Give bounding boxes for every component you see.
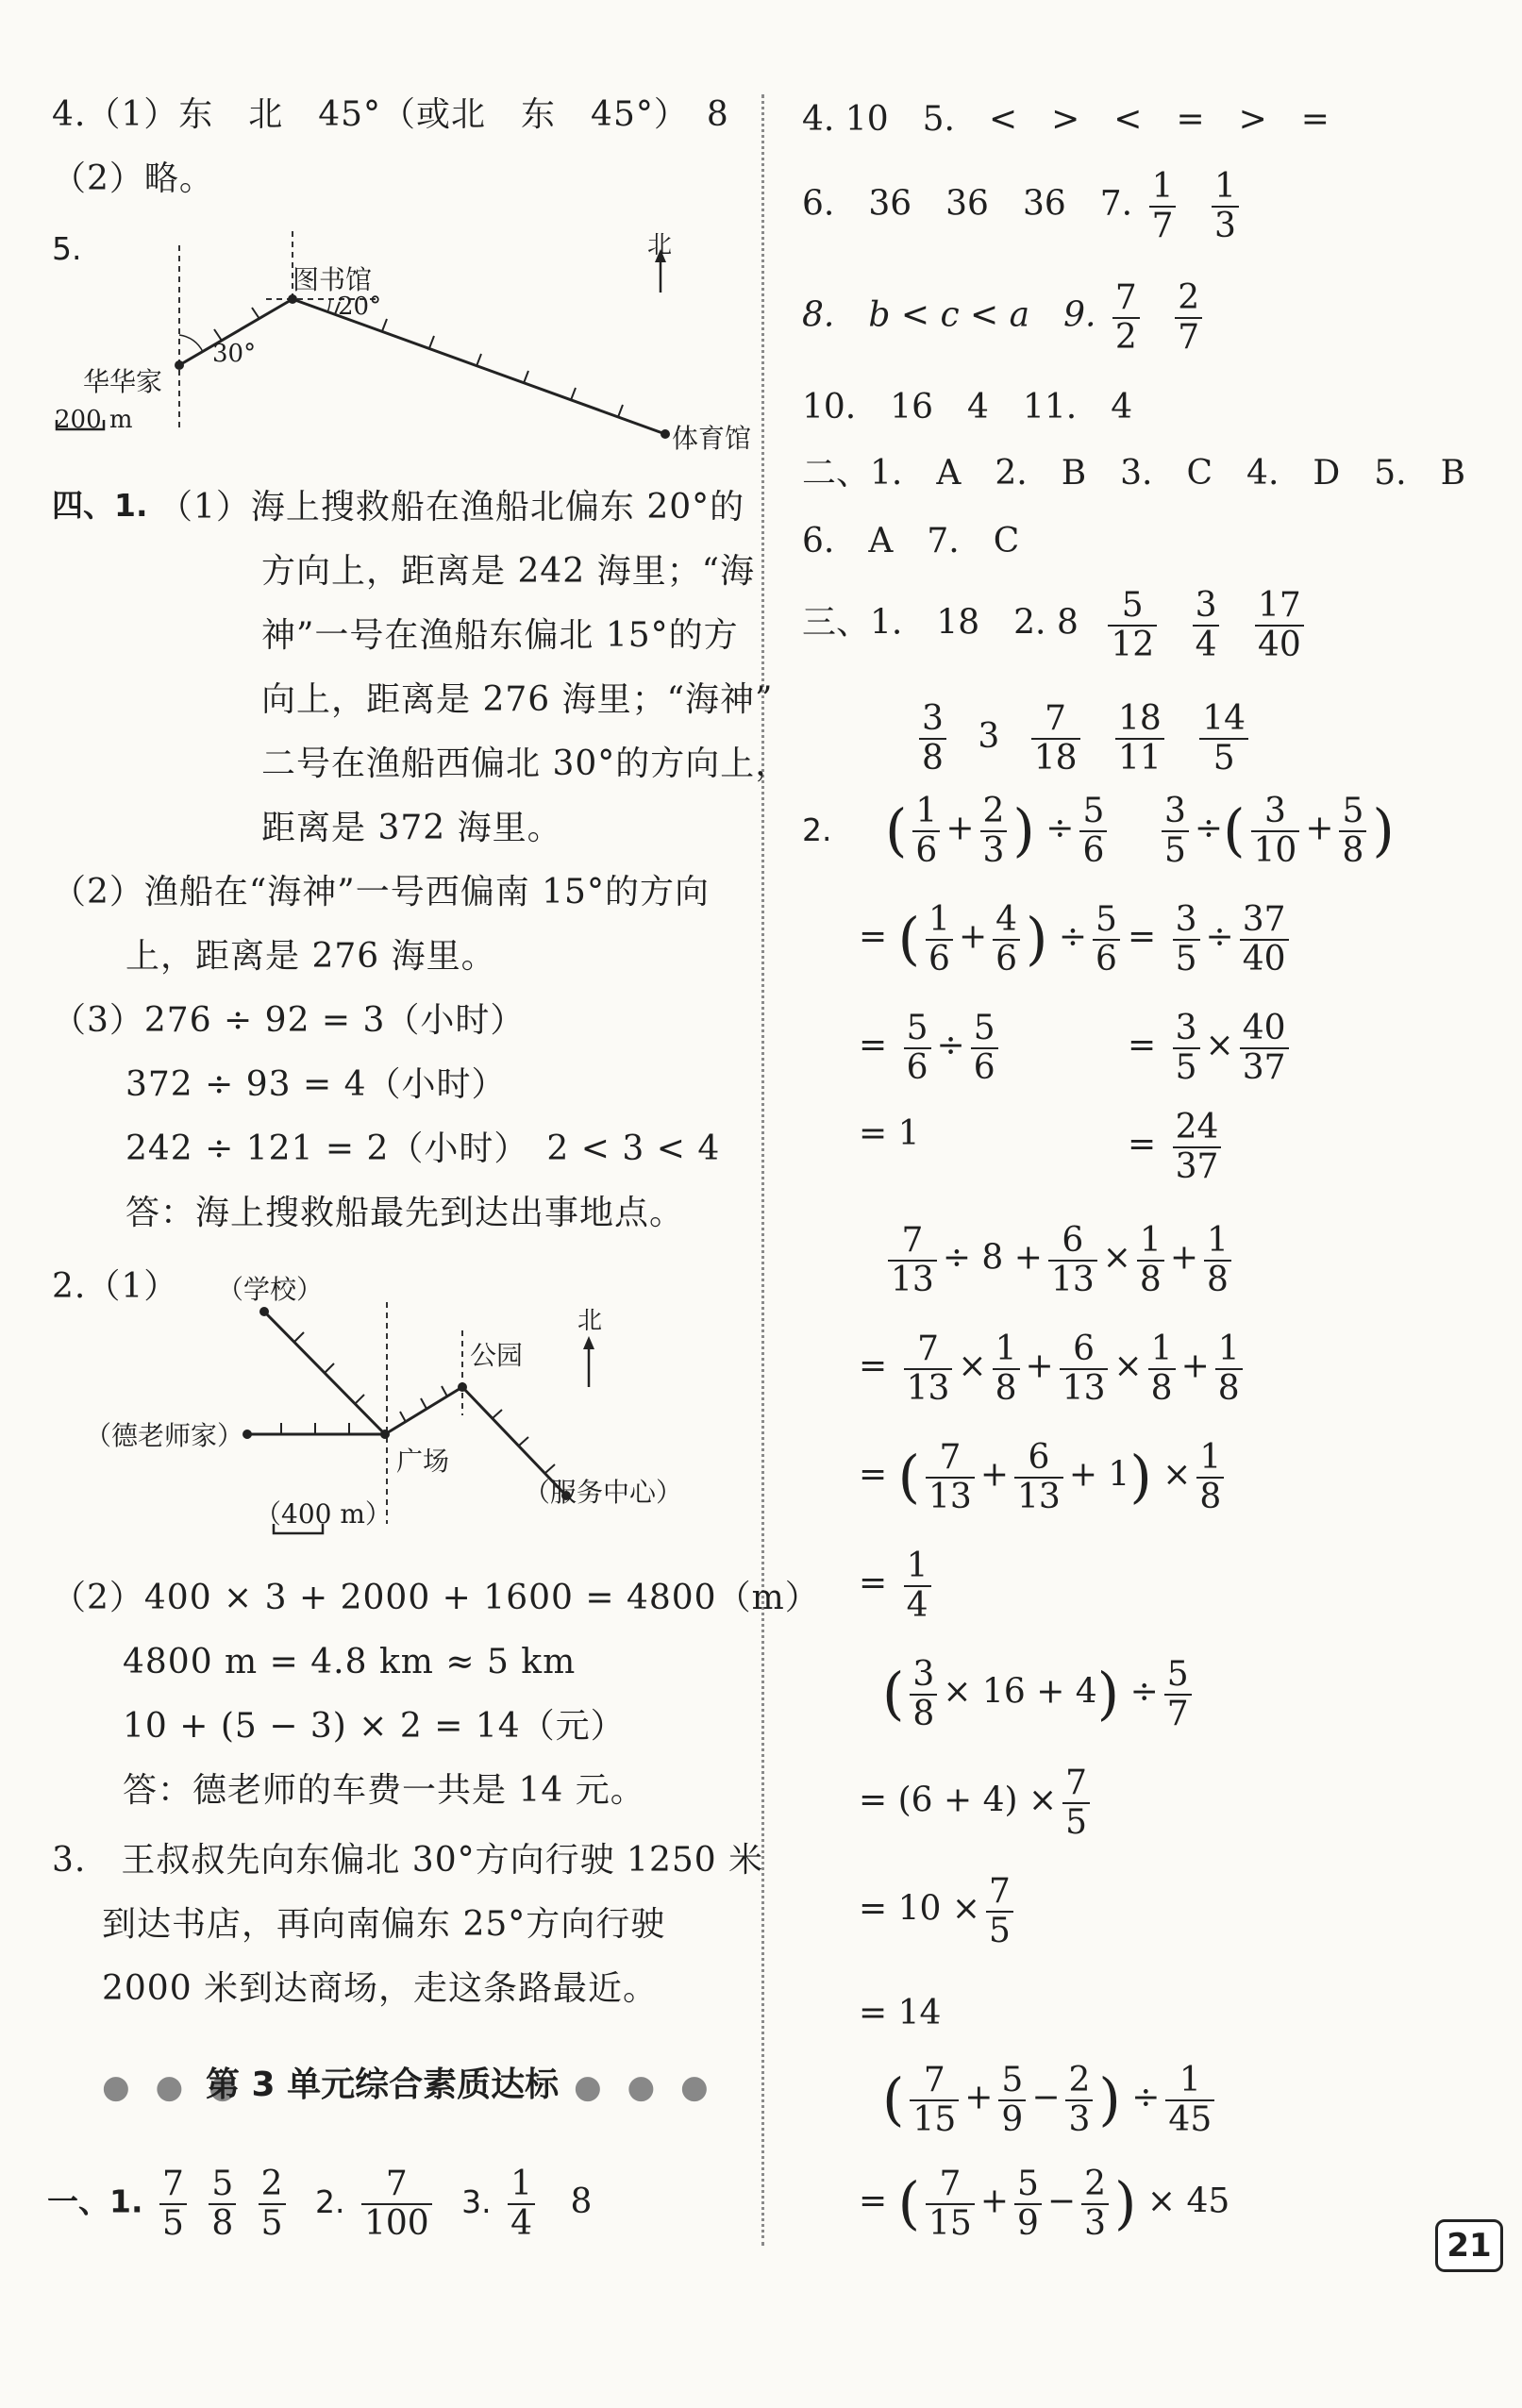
heading-dots-left: ● ● ● <box>102 2068 244 2106</box>
s4-q1-1-line5: 距离是 372 海里。 <box>261 809 562 847</box>
right-line1: 4. 10 5. < > < = > = <box>802 100 1330 139</box>
s4-q1-3-line2: 242 ÷ 121 = 2（小时） 2 < 3 < 4 <box>125 1129 721 1168</box>
fraction: $\frac{1}{3}$ <box>1212 168 1239 244</box>
s4-q1-1-line4: 二号在渔船西偏北 30°的方向上， <box>261 744 791 783</box>
fraction: $\frac{3}{4}$ <box>1193 587 1220 663</box>
fraction: $\frac{7}{18}$ <box>1031 700 1080 777</box>
calc-c-step2: = ( $\frac{7}{13}$ + $\frac{6}{13}$ + 1) × $\frac{1}{8}$ <box>859 1439 1229 1515</box>
right-line3: 8. b < c < a 9. $\frac{7}{2}$ $\frac{2}{7}$ <box>802 279 1208 356</box>
q4-part1: 4.（1）东 北 45°（或北 东 45°） 8 <box>52 95 729 134</box>
calc-c-result: = $\frac{1}{4}$ <box>859 1547 937 1624</box>
diagram1-stadium-label: 体育馆 <box>672 423 752 454</box>
right-line4: 10. 16 4 11. 4 <box>802 388 1133 426</box>
fraction: $\frac{7}{2}$ <box>1112 279 1140 356</box>
diagram2-north-label: 北 <box>577 1307 603 1335</box>
q3-line2: 2000 米到达商场，走这条路最近。 <box>102 1969 659 2008</box>
fraction: $\frac{14}{5}$ <box>1199 700 1248 777</box>
diagram1-angle-20: 20° <box>338 293 382 321</box>
fraction: $\frac{5}{12}$ <box>1108 587 1157 663</box>
calc-label: 2. <box>802 811 832 848</box>
q3-line1: 到达书店，再向南偏东 25°方向行驶 <box>102 1905 666 1944</box>
calc-a-step0: ( $\frac{1}{6}$ + $\frac{2}{3}$ ) ÷ $\frac{5}{6}$ <box>885 793 1112 869</box>
fraction: $\frac{1}{7}$ <box>1149 168 1177 244</box>
calc-d-step1: = (6 + 4) × $\frac{7}{5}$ <box>859 1764 1096 1841</box>
calc-a-result: = 1 <box>859 1114 920 1153</box>
unit-heading: 第 3 单元综合素质达标 <box>206 2065 560 2104</box>
diagram2-school-label: （学校） <box>217 1274 324 1305</box>
q2-2-line2: 10 + (5 − 3) × 2 = 14（元） <box>123 1707 626 1746</box>
calc-e-step0: ( $\frac{7}{15}$ + $\frac{5}{9}$ − $\frac{2}{3}$ ) ÷ $\frac{1}{45}$ <box>882 2062 1220 2138</box>
diagram2-teacher-home-label: （德老师家） <box>85 1420 244 1451</box>
fraction: $\frac{17}{40}$ <box>1255 587 1304 663</box>
s4-q1-1-line1: 方向上，距离是 242 海里；“海 <box>261 552 756 591</box>
answer-2: 答：德老师的车费一共是 14 元。 <box>123 1771 645 1810</box>
diagram2-scale-label: （400 m） <box>255 1498 392 1530</box>
s4-q1-3-line1: 372 ÷ 93 = 4（小时） <box>125 1065 507 1104</box>
diagram1-scale-label: 200 m <box>55 406 133 434</box>
right-line6: 6. A 7. C <box>802 522 1020 560</box>
diagram2-square-label: 广场 <box>396 1446 450 1477</box>
diagram1-angle-30: 30° <box>212 340 257 368</box>
s4-q1-1-line0: （1）海上搜救船在渔船北偏东 20°的 <box>159 488 745 527</box>
s4-q1-3-line0: （3）276 ÷ 92 = 3（小时） <box>52 1001 526 1040</box>
calc-b-step0: $\frac{3}{5}$ ÷( $\frac{3}{10}$ + $\frac{5}{8}$ ) <box>1156 793 1395 869</box>
right-line5: 二、1. A 2. B 3. C 4. D 5. B <box>802 454 1466 493</box>
s4-q1-2-line0: （2）渔船在“海神”一号西偏南 15°的方向 <box>52 873 710 911</box>
s4-q1-1-line2: 神”一号在渔船东偏北 15°的方 <box>261 616 739 655</box>
calc-c-step0: $\frac{7}{13}$ ÷ 8 + $\frac{6}{13}$ × $\frac{1}{8}$ + $\frac{1}{8}$ <box>882 1222 1237 1298</box>
section1-label: 一、1. <box>47 2182 143 2220</box>
calc-d-result: = 14 <box>859 1994 942 2032</box>
fraction: $\frac{18}{11}$ <box>1115 700 1164 777</box>
calc-b-step2: = $\frac{3}{5}$ × $\frac{40}{37}$ <box>1128 1010 1295 1086</box>
diagram1-north-label: 北 <box>647 231 673 259</box>
q3-line0: 3. 王叔叔先向东偏北 30°方向行驶 1250 米 <box>52 1841 764 1880</box>
heading-dots-right: ● ● ● <box>574 2068 716 2106</box>
q2-1-label: 2.（1） <box>52 1267 179 1306</box>
fraction: $\frac{1}{4}$ <box>508 2166 535 2242</box>
diagram2-park-label: 公园 <box>470 1340 524 1371</box>
section4-q1-label: 四、1. <box>52 487 148 524</box>
fraction: $\frac{7}{100}$ <box>361 2166 432 2242</box>
calc-b-step1: = $\frac{3}{5}$ ÷ $\frac{37}{40}$ <box>1128 901 1295 978</box>
calc-d-step0: ( $\frac{3}{8}$ × 16 + 4) ÷ $\frac{5}{7}$ <box>882 1656 1197 1732</box>
q2-2-line0: （2）400 × 3 + 2000 + 1600 = 4800（m） <box>52 1579 820 1617</box>
diagram2-service-label: （服务中心） <box>524 1477 683 1508</box>
right-line8: $\frac{3}{8}$ 3 $\frac{7}{18}$ $\frac{18}{11}$ $\frac{14}{5}$ <box>913 700 1254 777</box>
unit-answers-line: 一、1. $\frac{7}{5}$ $\frac{5}{8}$ $\frac{2}{5}$ 2. $\frac{7}{100}$ 3. $\frac{1}{4}$ 8 <box>47 2165 593 2243</box>
q4-part2: （2）略。 <box>52 159 214 198</box>
s4-q1-1-line3: 向上，距离是 276 海里；“海神” <box>261 680 774 719</box>
right-line7: 三、1. 18 2. 8 $\frac{5}{12}$ $\frac{3}{4}$ $\frac{17}{40}$ <box>802 587 1310 663</box>
fraction: $\frac{7}{5}$ <box>159 2166 187 2242</box>
right-line2: 6. 36 36 36 7. $\frac{1}{7}$ $\frac{1}{3}$ <box>802 168 1245 244</box>
fraction: $\frac{2}{5}$ <box>259 2166 286 2242</box>
map-diagram-library <box>47 226 774 462</box>
fraction: $\frac{3}{8}$ <box>919 700 946 777</box>
calc-d-step2: = 10 × $\frac{7}{5}$ <box>859 1873 1019 1949</box>
page-number: 21 <box>1435 2219 1503 2272</box>
q5-label: 5. <box>52 230 82 267</box>
answer-1: 答：海上搜救船最先到达出事地点。 <box>125 1194 685 1232</box>
s4-q1-2-line1: 上，距离是 276 海里。 <box>125 937 496 976</box>
fraction: $\frac{2}{7}$ <box>1175 279 1202 356</box>
calc-a-step1: = ( $\frac{1}{6}$ + $\frac{4}{6}$ ) ÷ $\frac{5}{6}$ <box>859 901 1126 978</box>
diagram1-library-label: 图书馆 <box>293 264 373 295</box>
fraction: $\frac{5}{8}$ <box>209 2166 236 2242</box>
diagram1-home-label: 华华家 <box>83 366 163 397</box>
calc-c-step1: = $\frac{7}{13}$ × $\frac{1}{8}$ + $\frac{6}{13}$ × $\frac{1}{8}$ + $\frac{1}{8}$ <box>859 1330 1248 1407</box>
calc-e-step1: = ( $\frac{7}{15}$ + $\frac{5}{9}$ − $\frac{2}{3}$ ) × 45 <box>859 2165 1230 2243</box>
calc-a-step2: = $\frac{5}{6}$ ÷ $\frac{5}{6}$ <box>859 1010 1004 1086</box>
calc-b-result: = $\frac{24}{37}$ <box>1128 1109 1227 1185</box>
q2-2-line1: 4800 m = 4.8 km ≈ 5 km <box>123 1643 577 1681</box>
